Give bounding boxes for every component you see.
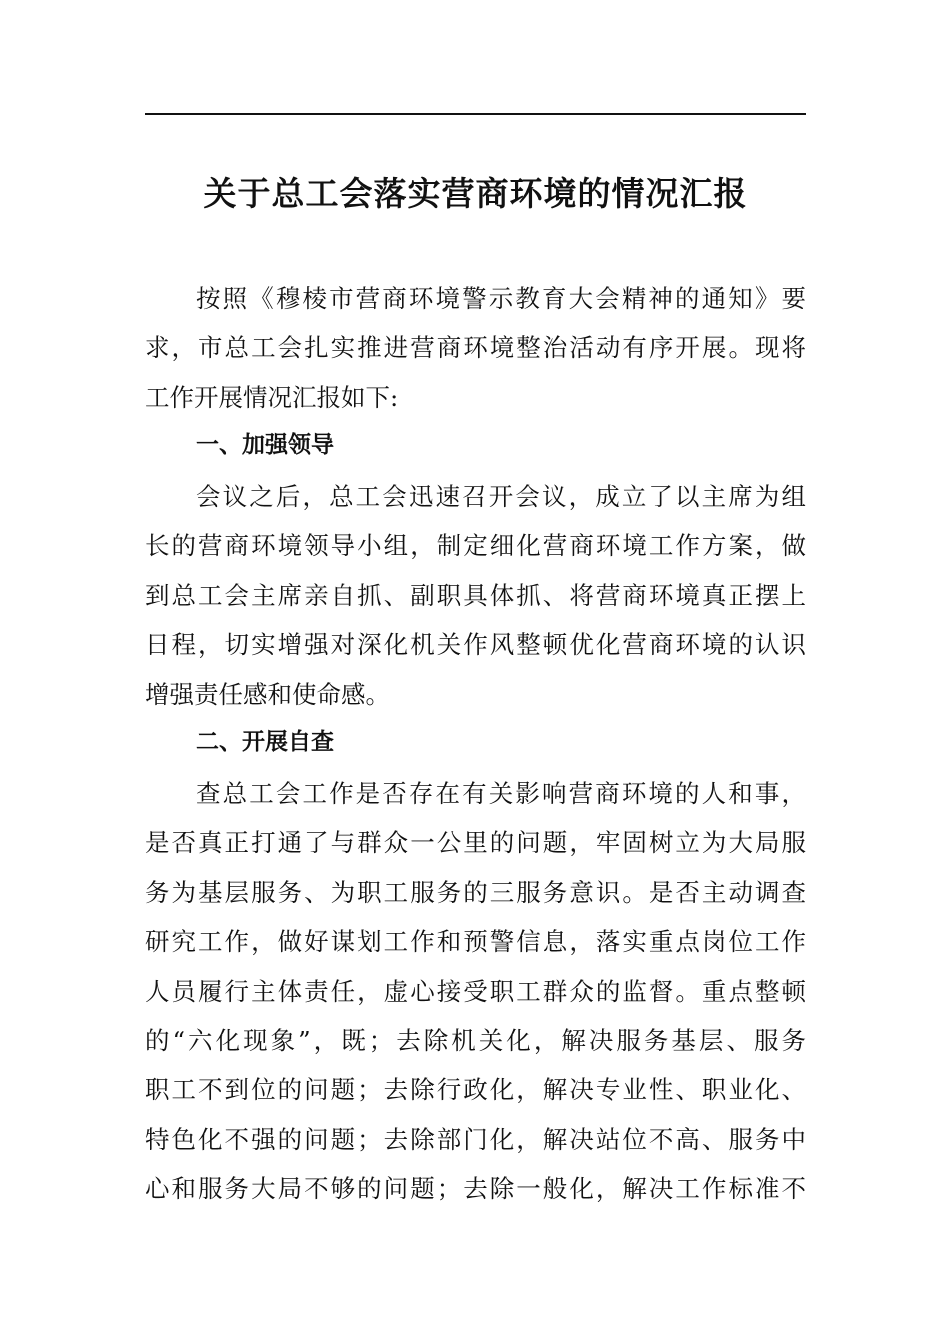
- paragraph-line: 按照《穆棱市营商环境警示教育大会精神的通知》要: [196, 284, 806, 313]
- paragraph-line: 是否真正打通了与群众一公里的问题，牢固树立为大局服: [145, 828, 806, 858]
- paragraph-line: 工作开展情况汇报如下:: [145, 382, 399, 412]
- paragraph-line: 到总工会主席亲自抓、副职具体抓、将营商环境真正摆上: [145, 580, 806, 610]
- document-title: 关于总工会落实营商环境的情况汇报: [203, 174, 748, 213]
- paragraph-line: 研究工作，做好谋划工作和预警信息，落实重点岗位工作: [145, 927, 806, 957]
- paragraph-line: 长的营商环境领导小组，制定细化营商环境工作方案，做: [145, 531, 806, 561]
- paragraph-line: 查总工会工作是否存在有关影响营商环境的人和事，: [196, 779, 806, 808]
- paragraph-line: 日程，切实增强对深化机关作风整顿优化营商环境的认识: [145, 630, 806, 660]
- intro-paragraph: [145, 274, 806, 422]
- section-heading-1: 一、加强领导: [196, 432, 334, 458]
- paragraph-line: 心和服务大局不够的问题；去除一般化，解决工作标准不: [145, 1174, 806, 1204]
- paragraph-line: 会议之后，总工会迅速召开会议，成立了以主席为组: [196, 482, 806, 511]
- paragraph-line: 求，市总工会扎实推进营商环境整治活动有序开展。现将: [145, 333, 806, 363]
- section-heading-2: 二、开展自查: [196, 729, 334, 755]
- paragraph-line: 人员履行主体责任，虚心接受职工群众的监督。重点整顿: [145, 976, 806, 1006]
- section-2-paragraph: [145, 769, 806, 1214]
- paragraph-line: 职工不到位的问题；去除行政化，解决专业性、职业化、: [145, 1075, 806, 1105]
- section-1-paragraph: [145, 472, 806, 719]
- paragraph-line: 的“六化现象”，既；去除机关化，解决服务基层、服务: [145, 1025, 806, 1055]
- paragraph-line: 特色化不强的问题；去除部门化，解决站位不高、服务中: [145, 1124, 806, 1154]
- paragraph-line: 务为基层服务、为职工服务的三服务意识。是否主动调查: [145, 877, 806, 907]
- paragraph-line: 增强责任感和使命感。: [145, 679, 390, 709]
- header-rule: [145, 113, 806, 115]
